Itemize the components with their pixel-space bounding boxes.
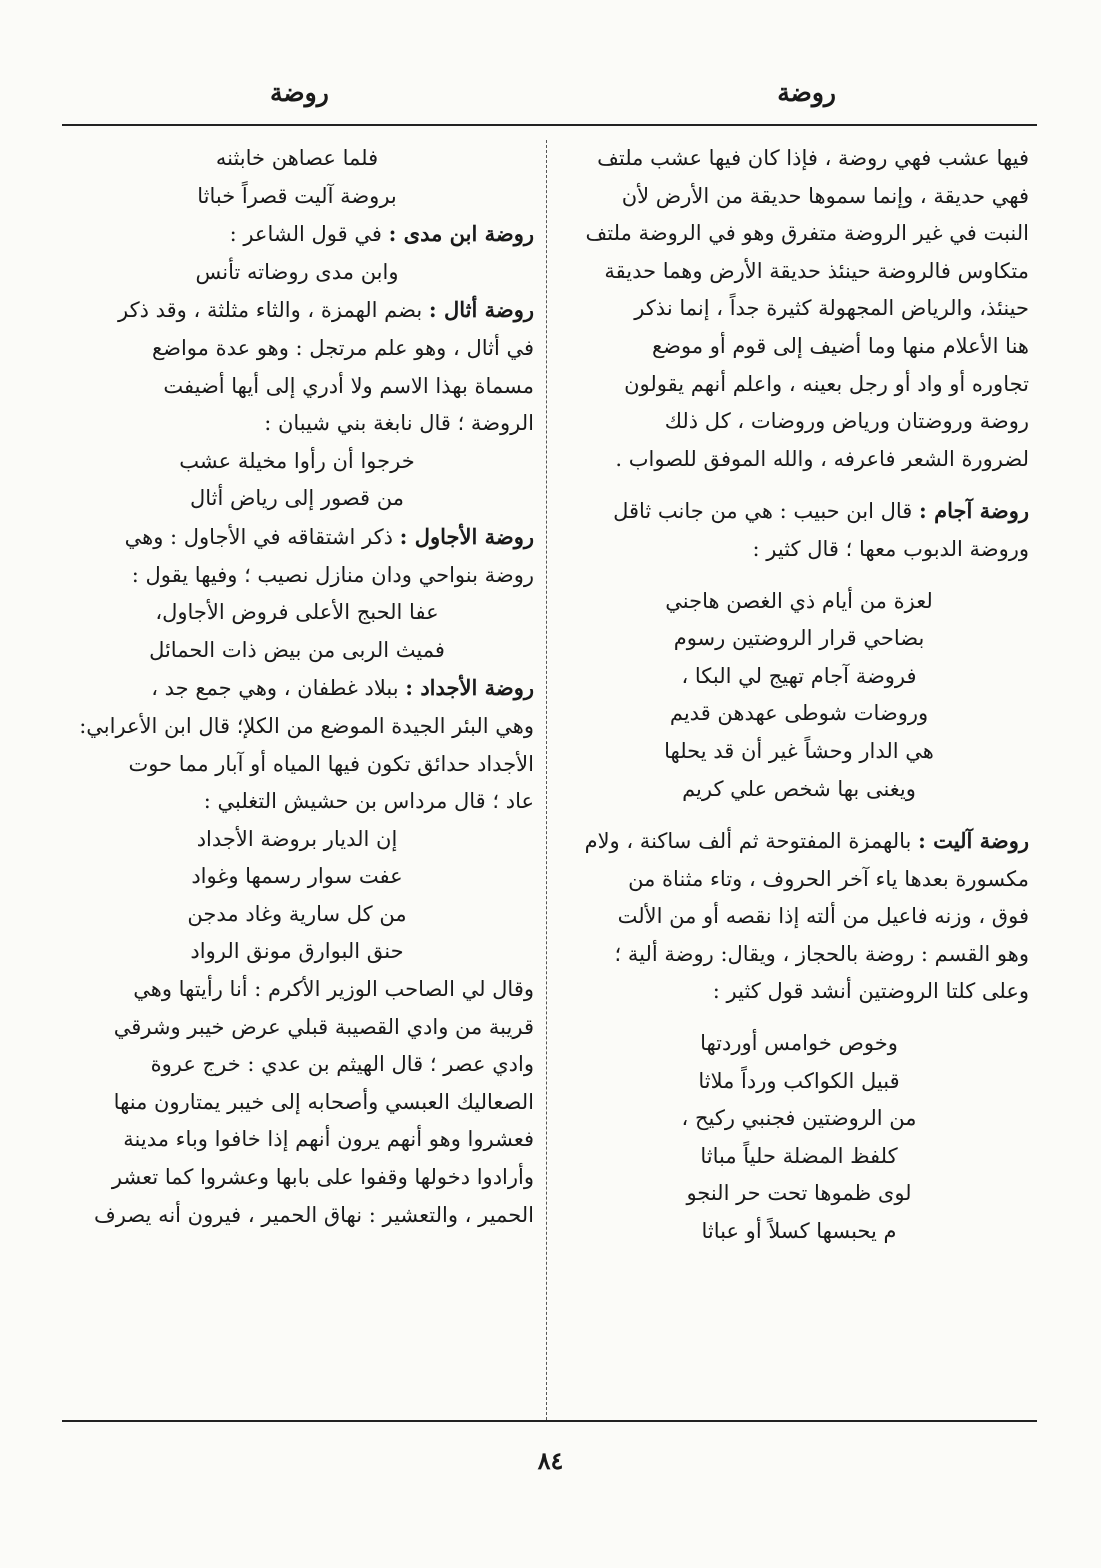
page-number: ٨٤ xyxy=(537,1446,564,1475)
verse-line: من قصور إلى رياض أثال xyxy=(189,486,405,511)
entry-text: في قول الشاعر : xyxy=(229,222,382,247)
verse-line: وروضات شوطى عهدهن قديم xyxy=(669,701,929,726)
text-line: مكسورة بعدها ياء آخر الحروف ، وتاء مثناة من xyxy=(628,866,1029,891)
entry-headword: روضة الأجداد : xyxy=(405,675,534,701)
verse-line: عفت سوار رسمها وغواد xyxy=(191,864,403,889)
text-line: هنا الأعلام منها وما أضيف إلى قوم أو موضع xyxy=(652,333,1029,358)
text-line: وهو القسم : روضة بالحجاز ، ويقال: روضة ألية ؛ xyxy=(614,941,1029,966)
verse-line: بروضة آليت قصراً خباثا xyxy=(197,183,397,208)
verse-line: فروضة آجام تهيج لي البكا ، xyxy=(681,663,917,688)
verse-line: هي الدار وحشاً غير أن قد يحلها xyxy=(664,738,934,763)
text-line: وادي عصر ؛ قال الهيثم بن عدي : خرج عروة xyxy=(150,1052,534,1077)
verse-line: بضاحي قرار الروضتين رسوم xyxy=(673,626,925,651)
entry-headword: روضة آجام : xyxy=(919,498,1029,524)
verse-line: وابن مدى روضاته تأنس xyxy=(195,259,399,284)
entry-line xyxy=(569,822,1029,861)
text-line: متكاوس فالروضة حينئذ حديقة الأرض وهما حديقة xyxy=(604,258,1029,283)
text-line: وروضة الدبوب معها ؛ قال كثير : xyxy=(752,536,1029,561)
text-line: الصعاليك العبسي وأصحابه إلى خيبر يمتارون منها xyxy=(113,1089,534,1114)
text-line: الأجداد حدائق تكون فيها المياه أو آبار مما حوت xyxy=(128,751,534,776)
right-column xyxy=(569,140,1029,1415)
text-line: فعشروا وهو أنهم يرون أنهم إذا خافوا وباء مدينة xyxy=(123,1127,534,1152)
verse-line: إن الديار بروضة الأجداد xyxy=(196,826,398,851)
verse-line: فميث الربى من بيض ذات الحمائل xyxy=(149,637,445,662)
text-line: وعلى كلتا الروضتين أنشد قول كثير : xyxy=(712,979,1029,1004)
verse-line: فلما عصاهن خابثنه xyxy=(215,146,379,170)
entry-line xyxy=(60,518,534,557)
running-head-right: روضة xyxy=(777,78,836,107)
entry-text: ذكر اشتقاقه في الأجاول : وهي xyxy=(124,524,393,549)
text-line: روضة بنواحي ودان منازل نصيب ؛ وفيها يقول : xyxy=(131,562,534,587)
text-line: فيها عشب فهي روضة ، فإذا كان فيها عشب ملتف xyxy=(597,146,1029,170)
running-head-left: روضة xyxy=(270,78,329,107)
text-line: عاد ؛ قال مرداس بن حشيش التغلبي : xyxy=(203,789,534,814)
verse-line: ويغنى بها شخص علي كريم xyxy=(682,776,916,801)
entry-line xyxy=(60,669,534,708)
text-line: وهي البئر الجيدة الموضع من الكلإ؛ قال ابن الأعرابي: xyxy=(79,713,534,738)
spacer xyxy=(569,569,1029,583)
text-line: مسماة بهذا الاسم ولا أدري إلى أيها أضيفت xyxy=(163,373,534,398)
entry-headword: روضة ابن مدى : xyxy=(388,221,534,247)
verse-line: م يحبسها كسلاً أو عباثا xyxy=(701,1219,897,1244)
entry-text: ببلاد غطفان ، وهي جمع جد ، xyxy=(151,676,399,701)
bottom-rule xyxy=(62,1420,1037,1422)
text-line: فهي حديقة ، وإنما سموها حديقة من الأرض لأن xyxy=(621,183,1029,208)
text-line: حينئذ، والرياض المجهولة كثيرة جداً ، إنما نذكر xyxy=(634,296,1029,321)
entry-line xyxy=(60,215,534,254)
spacer xyxy=(569,1011,1029,1025)
text-line: قريبة من وادي القصيبة قبلي عرض خيبر وشرقي xyxy=(113,1014,534,1039)
text-line: في أثال ، وهو علم مرتجل : وهو عدة مواضع xyxy=(151,335,534,360)
top-rule xyxy=(62,124,1037,126)
verse-line: لعزة من أيام ذي الغصن هاجني xyxy=(665,588,933,613)
entry-headword: روضة آليت : xyxy=(918,828,1029,854)
column-divider xyxy=(546,140,547,1420)
verse-line: من كل سارية وغاد مدجن xyxy=(187,901,407,926)
verse-line: خرجوا أن رأوا مخيلة عشب xyxy=(179,448,415,473)
verse-line: وخوص خوامس أوردتها xyxy=(700,1031,898,1056)
text-line: لضرورة الشعر فاعرفه ، والله الموفق للصواب . xyxy=(615,446,1029,471)
entry-headword: روضة أثال : xyxy=(428,297,534,323)
text-line: الروضة ؛ قال نابغة بني شيبان : xyxy=(264,411,534,436)
entry-headword: روضة الأجاول : xyxy=(399,523,534,549)
text-line: وأرادوا دخولها وقفوا على بابها وعشروا كما تعشر xyxy=(111,1165,534,1190)
entry-text: بالهمزة المفتوحة ثم ألف ساكنة ، ولام xyxy=(584,829,912,854)
entry-line xyxy=(569,492,1029,531)
text-line: الحمير ، والتعشير : نهاق الحمير ، فيرون أنه يصرف xyxy=(93,1202,534,1227)
text-line: النبت في غير الروضة متفرق وهو في الروضة ملتف xyxy=(585,221,1029,246)
text-line: روضة وروضتان ورياض وروضات ، كل ذلك xyxy=(664,409,1029,434)
entry-text: قال ابن حبيب : هي من جانب ثاقل xyxy=(613,499,913,524)
entry-line xyxy=(60,291,534,330)
text-line: وقال لي الصاحب الوزير الأكرم : أنا رأيتها وهي xyxy=(133,977,534,1002)
verse-line: عفا الحبج الأعلى فروض الأجاول، xyxy=(155,600,439,625)
spacer xyxy=(569,478,1029,492)
verse-line: حنق البوارق مونق الرواد xyxy=(190,939,404,964)
left-column xyxy=(60,140,534,1415)
text-line: تجاوره أو واد أو رجل بعينه ، واعلم أنهم يقولون xyxy=(624,371,1029,396)
verse-line: قبيل الكواكب ورداً ملاثا xyxy=(698,1068,900,1093)
verse-line: كلفظ المضلة حلياً مباثا xyxy=(700,1143,898,1168)
text-line: فوق ، وزنه فاعيل من ألته إذا نقصه أو من الألت xyxy=(617,904,1029,929)
verse-line: لوى ظموها تحت حر النجو xyxy=(686,1181,912,1206)
spacer xyxy=(569,808,1029,822)
entry-text: بضم الهمزة ، والثاء مثلثة ، وقد ذكر xyxy=(118,298,423,323)
verse-line: من الروضتين فجنبي ركيح ، xyxy=(681,1106,917,1131)
